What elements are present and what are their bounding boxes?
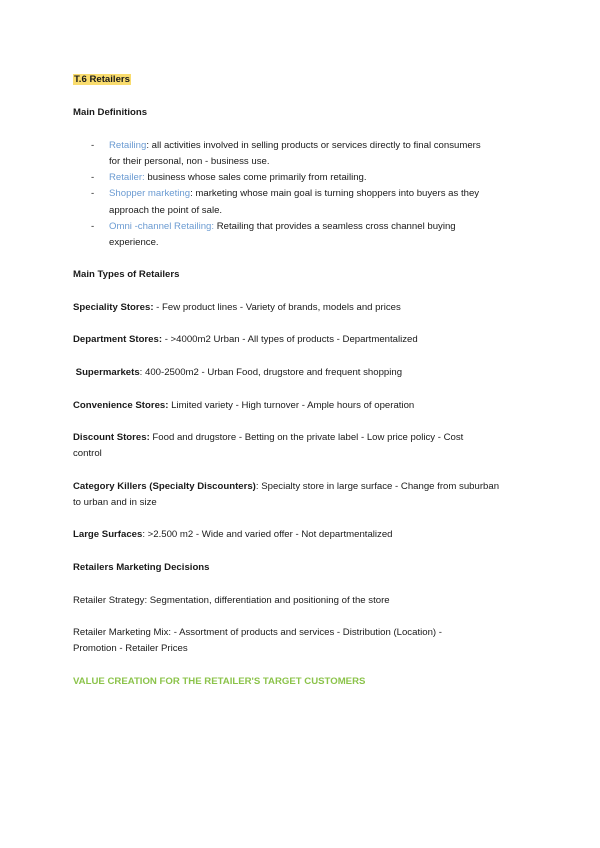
definition-text-cont: for their personal, non - business use. (109, 156, 270, 167)
definition-term: Retailer: (109, 172, 145, 183)
retailer-type-name: Department Stores: (73, 334, 163, 345)
retailer-type-name: Speciality Stores: (73, 302, 154, 313)
definition-text: business whose sales come primarily from retailing. (144, 172, 367, 183)
retailer-type-desc-cont: to urban and in size (73, 497, 157, 508)
retailer-strategy: Retailer Strategy: Segmentation, differentiation and positioning of the store (73, 595, 390, 606)
retailer-type-desc: : Specialty store in large surface - Change from suburban (255, 481, 500, 492)
section-heading-types: Main Types of Retailers (73, 269, 180, 280)
retailer-type-desc: - Few product lines - Variety of brands, models and prices (153, 302, 401, 313)
definition-text-cont: approach the point of sale. (109, 205, 223, 216)
retailer-type-desc: Limited variety - High turnover - Ample hours of operation (168, 400, 415, 411)
definition-term: Shopper marketing (109, 188, 191, 199)
retailer-type-item (73, 528, 393, 541)
retailer-type-item (73, 301, 401, 314)
title-highlight: T.6 Retailers (74, 74, 130, 85)
definition-item (109, 139, 481, 152)
section-heading-decisions: Retailers Marketing Decisions (73, 562, 210, 573)
retailer-type-name: Convenience Stores: (73, 400, 169, 411)
definition-term: Omni -channel Retailing: (109, 221, 215, 232)
retailer-type-name: Large Surfaces (73, 529, 143, 540)
retailer-type-desc: Food and drugstore - Betting on the private label - Low price policy - Cost (149, 432, 464, 443)
value-creation-heading: VALUE CREATION FOR THE RETAILER'S TARGET CUSTOMERS (73, 676, 366, 687)
retailer-type-item (73, 399, 414, 412)
definition-text-cont: experience. (109, 237, 159, 248)
retailer-type-name: Supermarkets (73, 367, 140, 378)
definition-text: all activities involved in selling products or services directly to final consumers (149, 140, 481, 151)
section-heading-definitions: Main Definitions (73, 107, 148, 118)
retailer-type-item (73, 366, 402, 379)
term-separator: : (146, 140, 150, 151)
retailer-type-item (73, 333, 418, 346)
retailer-type-desc: - >4000m2 Urban - All types of products - Departmentalized (162, 334, 418, 345)
retailer-type-desc-cont: control (73, 448, 102, 459)
definition-item (109, 171, 367, 184)
retailer-type-desc: : 400-2500m2 - Urban Food, drugstore and frequent shopping (139, 367, 403, 378)
bullet-marker: - (91, 188, 95, 199)
definition-term: Retailing (109, 140, 147, 151)
document-title (73, 73, 131, 86)
retailer-type-name: Discount Stores: (73, 432, 150, 443)
definition-item (109, 187, 479, 200)
definition-text: Retailing that provides a seamless cross channel buying (214, 221, 456, 232)
retailer-type-desc: : >2.500 m2 - Wide and varied offer - Not departmentalized (142, 529, 393, 540)
term-separator: : (190, 188, 193, 199)
retailer-type-item (73, 480, 499, 493)
bullet-marker: - (91, 140, 95, 151)
marketing-mix-line1: Retailer Marketing Mix: - Assortment of products and services - Distribution (Location) - (73, 627, 442, 638)
definition-text: marketing whose main goal is turning shoppers into buyers as they (192, 188, 480, 199)
retailer-type-name: Category Killers (Specialty Discounters) (73, 481, 256, 492)
retailer-type-item (73, 431, 463, 444)
bullet-marker: - (91, 172, 95, 183)
marketing-mix-line2: Promotion - Retailer Prices (73, 643, 188, 654)
definition-item (109, 220, 456, 233)
bullet-marker: - (91, 221, 95, 232)
